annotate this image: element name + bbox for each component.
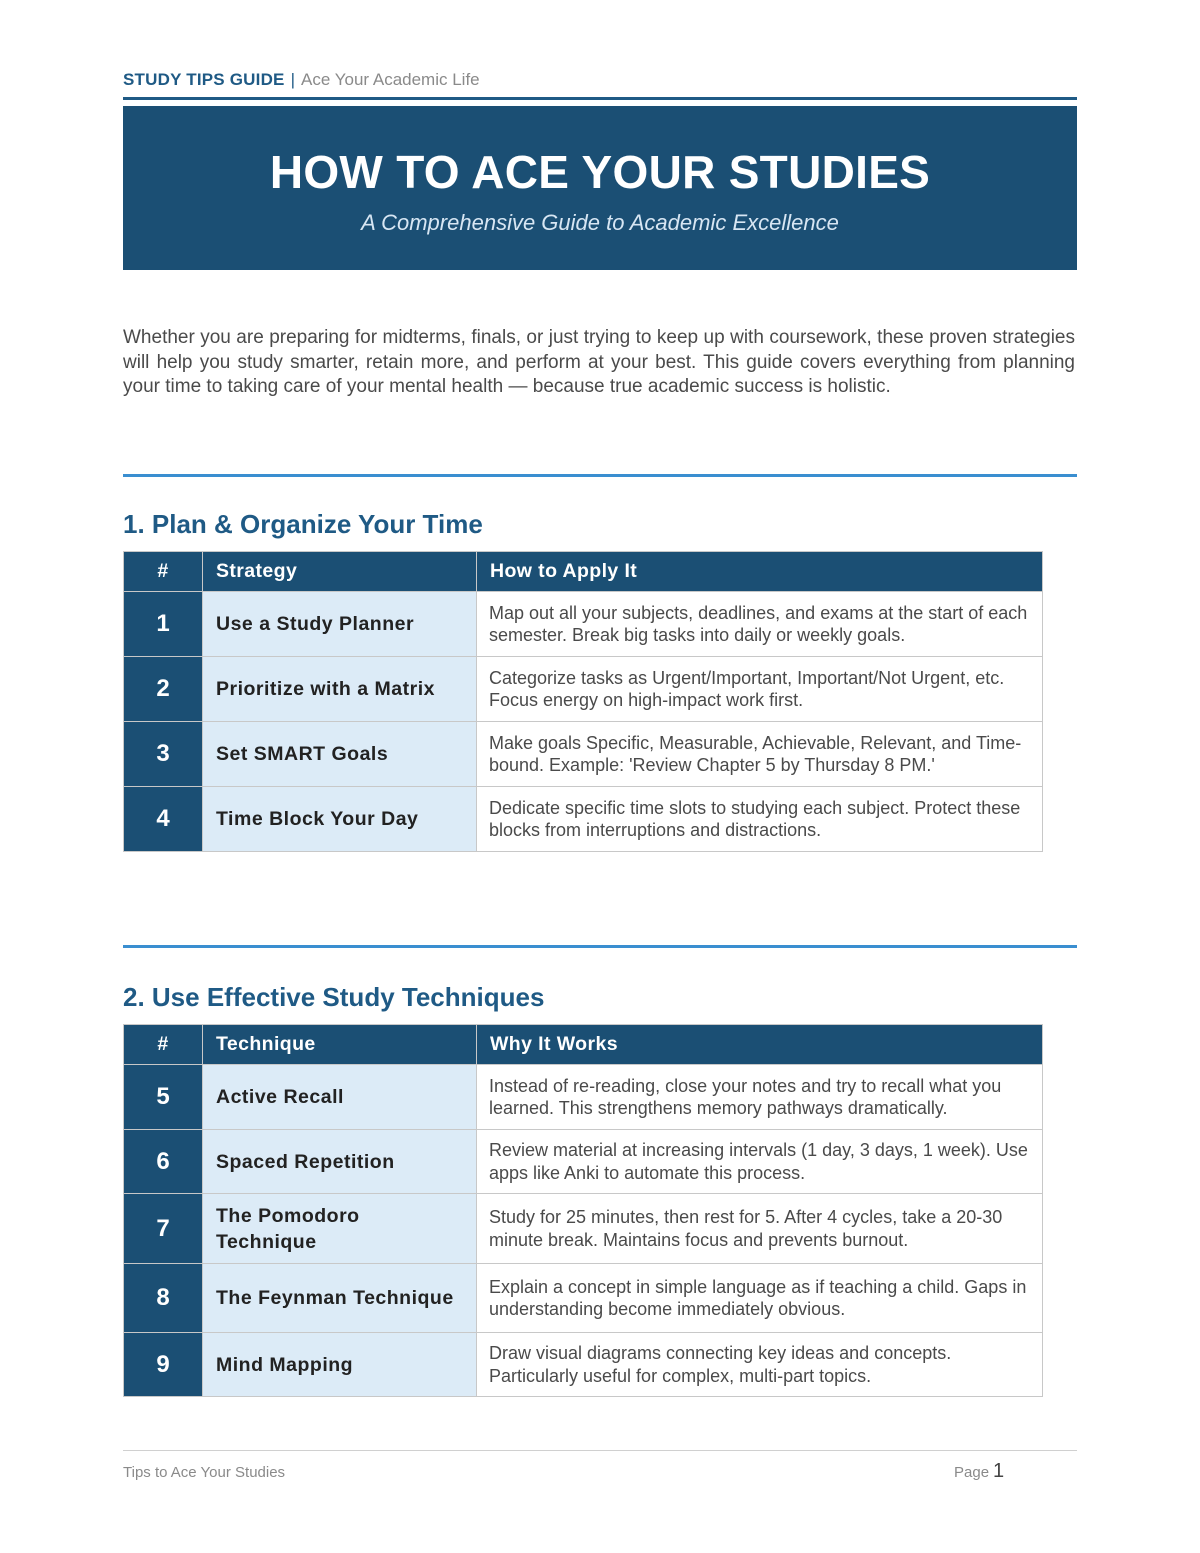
table-row bbox=[124, 787, 1043, 852]
section-1-divider bbox=[123, 474, 1077, 477]
row-number: 8 bbox=[124, 1264, 203, 1333]
header-tagline: Ace Your Academic Life bbox=[301, 70, 480, 89]
row-description: Dedicate specific time slots to studying each subject. Protect these blocks from interruptions and distractions. bbox=[477, 787, 1043, 852]
column-header-number: # bbox=[124, 552, 203, 592]
table-row bbox=[124, 592, 1043, 657]
row-title: Mind Mapping bbox=[203, 1333, 477, 1397]
table-row bbox=[124, 722, 1043, 787]
row-description: Instead of re-reading, close your notes and try to recall what you learned. This strengthens memory pathways dramatically. bbox=[477, 1065, 1043, 1130]
header-separator: | bbox=[290, 70, 296, 89]
row-title: Spaced Repetition bbox=[203, 1130, 477, 1194]
row-number: 6 bbox=[124, 1130, 203, 1194]
section-1-title: 1. Plan & Organize Your Time bbox=[123, 509, 483, 539]
table-row bbox=[124, 657, 1043, 722]
title-banner bbox=[123, 106, 1077, 270]
table-header-row bbox=[124, 552, 1043, 592]
page-title: HOW TO ACE YOUR STUDIES bbox=[269, 146, 931, 198]
row-description: Draw visual diagrams connecting key ideas and concepts. Particularly useful for complex, multi-part topics. bbox=[477, 1333, 1043, 1397]
page-subtitle: A Comprehensive Guide to Academic Excellence bbox=[361, 210, 839, 235]
table-row bbox=[124, 1194, 1043, 1264]
column-header-strategy: Strategy bbox=[203, 552, 477, 592]
row-description: Categorize tasks as Urgent/Important, Important/Not Urgent, etc. Focus energy on high-impact work first. bbox=[477, 657, 1043, 722]
column-header-why-it-works: Why It Works bbox=[477, 1025, 1043, 1065]
row-number: 5 bbox=[124, 1065, 203, 1130]
row-number: 9 bbox=[124, 1333, 203, 1397]
table-row bbox=[124, 1264, 1043, 1333]
table-row bbox=[124, 1130, 1043, 1194]
page-label: Page bbox=[954, 1464, 990, 1481]
column-header-number: # bbox=[124, 1025, 203, 1065]
row-title: Set SMART Goals bbox=[203, 722, 477, 787]
header-brand: STUDY TIPS GUIDE bbox=[123, 70, 285, 89]
section-2-title: 2. Use Effective Study Techniques bbox=[123, 982, 545, 1012]
row-description: Explain a concept in simple language as if teaching a child. Gaps in understanding become immediately obvious. bbox=[477, 1264, 1043, 1333]
row-description: Map out all your subjects, deadlines, and exams at the start of each semester. Break big tasks into daily or weekly goals. bbox=[477, 592, 1043, 657]
row-title: Prioritize with a Matrix bbox=[203, 657, 477, 722]
page-number bbox=[954, 1460, 1004, 1483]
row-number: 1 bbox=[124, 592, 203, 657]
row-description: Study for 25 minutes, then rest for 5. After 4 cycles, take a 20-30 minute break. Maintains focus and prevents burnout. bbox=[477, 1194, 1043, 1264]
section-1-table bbox=[123, 551, 1043, 852]
row-title: Time Block Your Day bbox=[203, 787, 477, 852]
row-number: 4 bbox=[124, 787, 203, 852]
row-title: The Pomodoro Technique bbox=[203, 1194, 477, 1264]
row-number: 7 bbox=[124, 1194, 203, 1264]
column-header-how-to-apply: How to Apply It bbox=[477, 552, 1043, 592]
page-number-value: 1 bbox=[993, 1460, 1005, 1482]
intro-paragraph: Whether you are preparing for midterms, finals, or just trying to keep up with coursework, these proven strategies will help you study smarter, retain more, and perform at your best. This guide covers everything from planning your time to taking care of your mental health — because true academic success is holistic. bbox=[123, 327, 1075, 397]
column-header-technique: Technique bbox=[203, 1025, 477, 1065]
row-title: Active Recall bbox=[203, 1065, 477, 1130]
row-title: The Feynman Technique bbox=[203, 1264, 477, 1333]
row-number: 2 bbox=[124, 657, 203, 722]
section-2-table bbox=[123, 1024, 1043, 1397]
footer-title: Tips to Ace Your Studies bbox=[123, 1464, 286, 1481]
table-row bbox=[124, 1333, 1043, 1397]
row-title: Use a Study Planner bbox=[203, 592, 477, 657]
row-number: 3 bbox=[124, 722, 203, 787]
row-description: Review material at increasing intervals (1 day, 3 days, 1 week). Use apps like Anki to automate this process. bbox=[477, 1130, 1043, 1194]
header-divider bbox=[123, 97, 1077, 100]
footer-divider bbox=[123, 1450, 1077, 1451]
row-description: Make goals Specific, Measurable, Achievable, Relevant, and Time-bound. Example: 'Review Chapter 5 by Thursday 8 PM.' bbox=[477, 722, 1043, 787]
running-header bbox=[123, 68, 1077, 92]
table-header-row bbox=[124, 1025, 1043, 1065]
table-row bbox=[124, 1065, 1043, 1130]
section-2-divider bbox=[123, 945, 1077, 948]
